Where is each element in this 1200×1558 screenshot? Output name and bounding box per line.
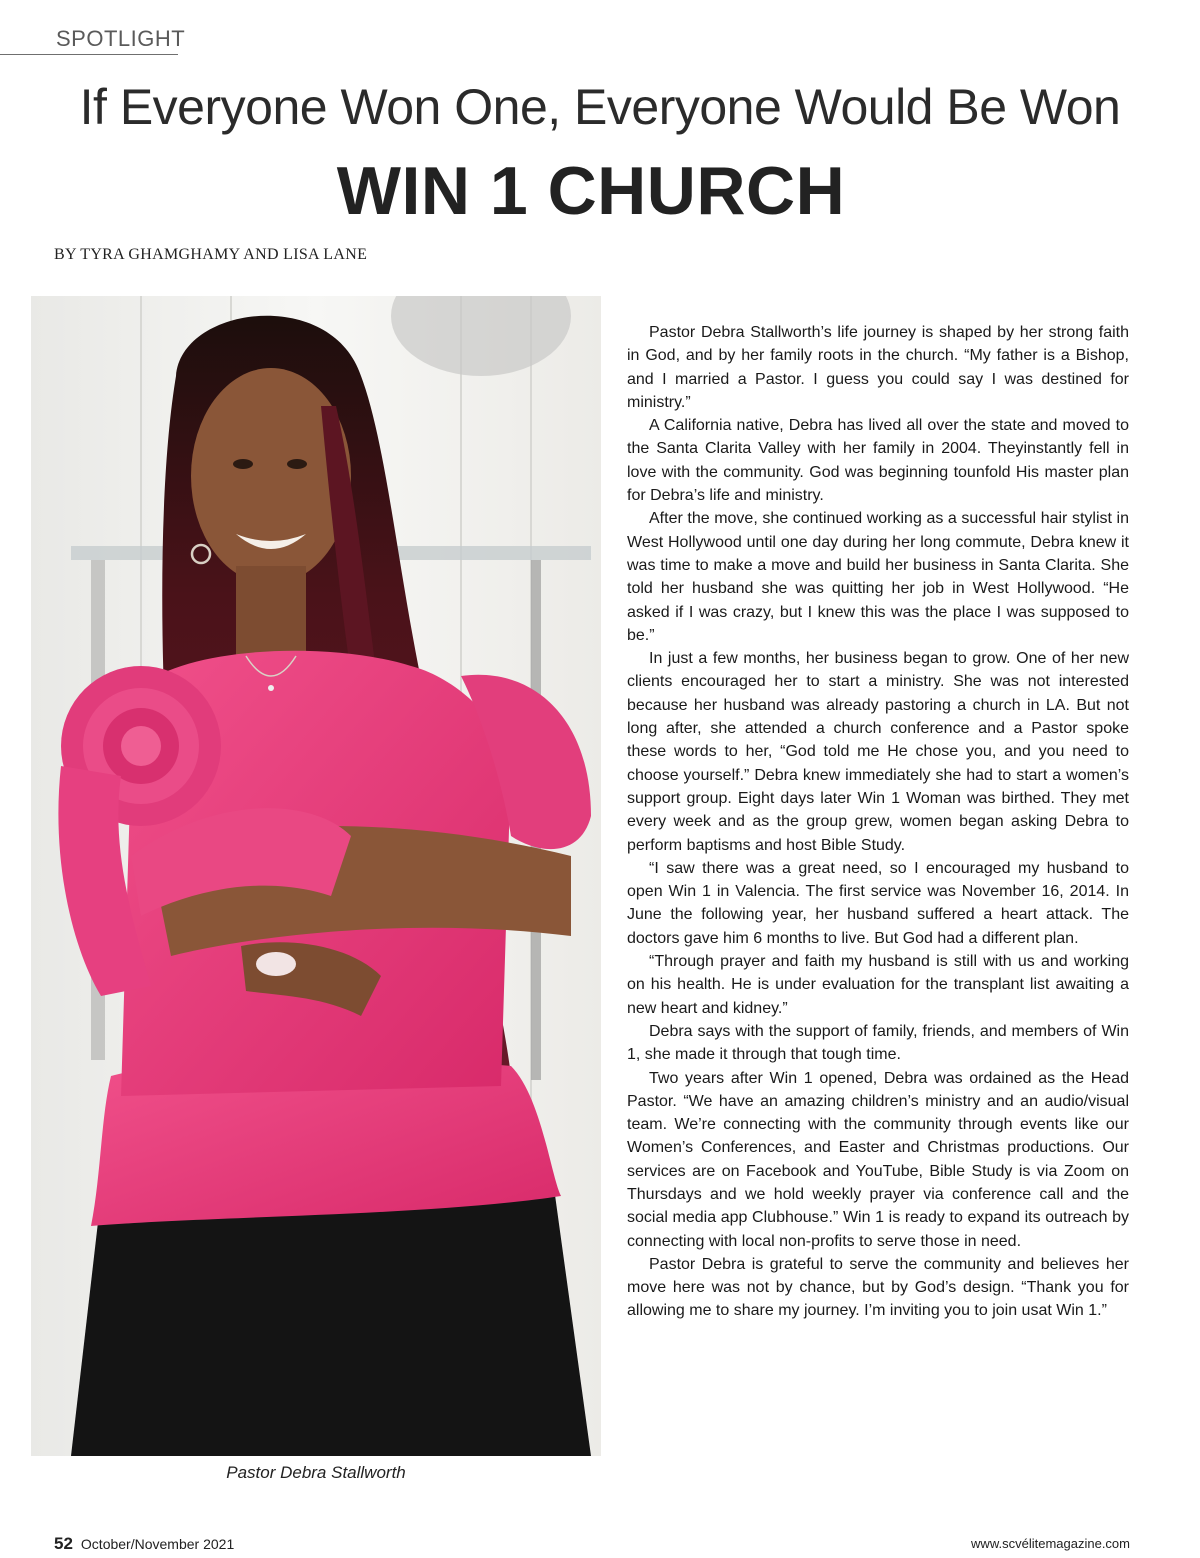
article-paragraph: Pastor Debra is grateful to serve the community and believes her move here was not by chance, but by God’s design. “Thank you for allowing me to share my journey. I’m inviting you to join usat Win 1.”	[627, 1255, 1129, 1320]
article-paragraph: Pastor Debra Stallworth’s life journey is shaped by her strong faith in God, and by her family roots in the church. “My father is a Bishop, and I married a Pastor. I guess you could say I was destined for ministry.”	[627, 324, 1129, 411]
article-paragraph: Two years after Win 1 opened, Debra was ordained as the Head Pastor. “We have an amazing children’s ministry and an audio/visual team. We’re connecting with the community through events like our Women’s Conferences, and Easter and Christmas productions. Our services are on Facebook and YouTube, Bible Study is via Zoom on Thursdays and we hold weekly prayer via conference call and the social media app Clubhouse.” Win 1 is ready to expand its outreach by connecting with local non-profits to serve those in need.	[627, 1069, 1129, 1250]
headline: If Everyone Won One, Everyone Would Be Won	[79, 79, 1121, 135]
section-tag	[0, 26, 186, 55]
issue-date: October/November 2021	[80, 1536, 235, 1552]
portrait-photo	[31, 296, 601, 1456]
photo-caption: Pastor Debra Stallworth	[226, 1463, 406, 1482]
footer-issue	[54, 1534, 234, 1554]
article-paragraph: After the move, she continued working as a successful hair stylist in West Hollywood until one day during her long commute, Debra knew it was time to make a move and build her business in Santa Clarita. She told her husband she was quitting her job in West Hollywood. “He asked if I was crazy, but I knew this was the place I was supposed to be.”	[627, 510, 1129, 644]
footer-website[interactable]: www.scvélitemagazine.com	[971, 1536, 1130, 1551]
article-body	[627, 321, 1129, 1323]
section-label: SPOTLIGHT	[56, 26, 186, 51]
article-paragraph: A California native, Debra has lived all over the state and moved to the Santa Clarita Valley with her family in 2004. Theyinstantly fell in love with the community. God was beginning tounfold His master plan for Debra’s life and ministry.	[627, 417, 1129, 505]
article-title: WIN 1 CHURCH	[336, 153, 846, 229]
article-paragraph: In just a few months, her business began to grow. One of her new clients encouraged her to start a ministry. She was not interested because her husband was already pastoring a church in LA. But not long after, she attended a church conference and a Pastor spoke these words to her, “God told me He chose you, and you need to choose yourself.” Debra knew immediately she had to start a women’s support group. Eight days later Win 1 Woman was birthed. They met every week and as the group grew, women began asking Debra to perform baptisms and host Bible Study.	[627, 650, 1129, 854]
byline: BY TYRA GHAMGHAMY AND LISA LANE	[54, 246, 368, 263]
article-paragraph: “Through prayer and faith my husband is still with us and working on his health. He is under evaluation for the transplant list awaiting a new heart and kidney.”	[627, 953, 1129, 1017]
article-paragraph: Debra says with the support of family, friends, and members of Win 1, she made it through that tough time.	[627, 1022, 1129, 1064]
page-number: 52	[54, 1534, 73, 1553]
article-paragraph: “I saw there was a great need, so I encouraged my husband to open Win 1 in Valencia. The first service was November 16, 2014. In June the following year, her husband suffered a heart attack. The doctors gave him 6 months to live. But God had a different plan.	[627, 859, 1129, 947]
